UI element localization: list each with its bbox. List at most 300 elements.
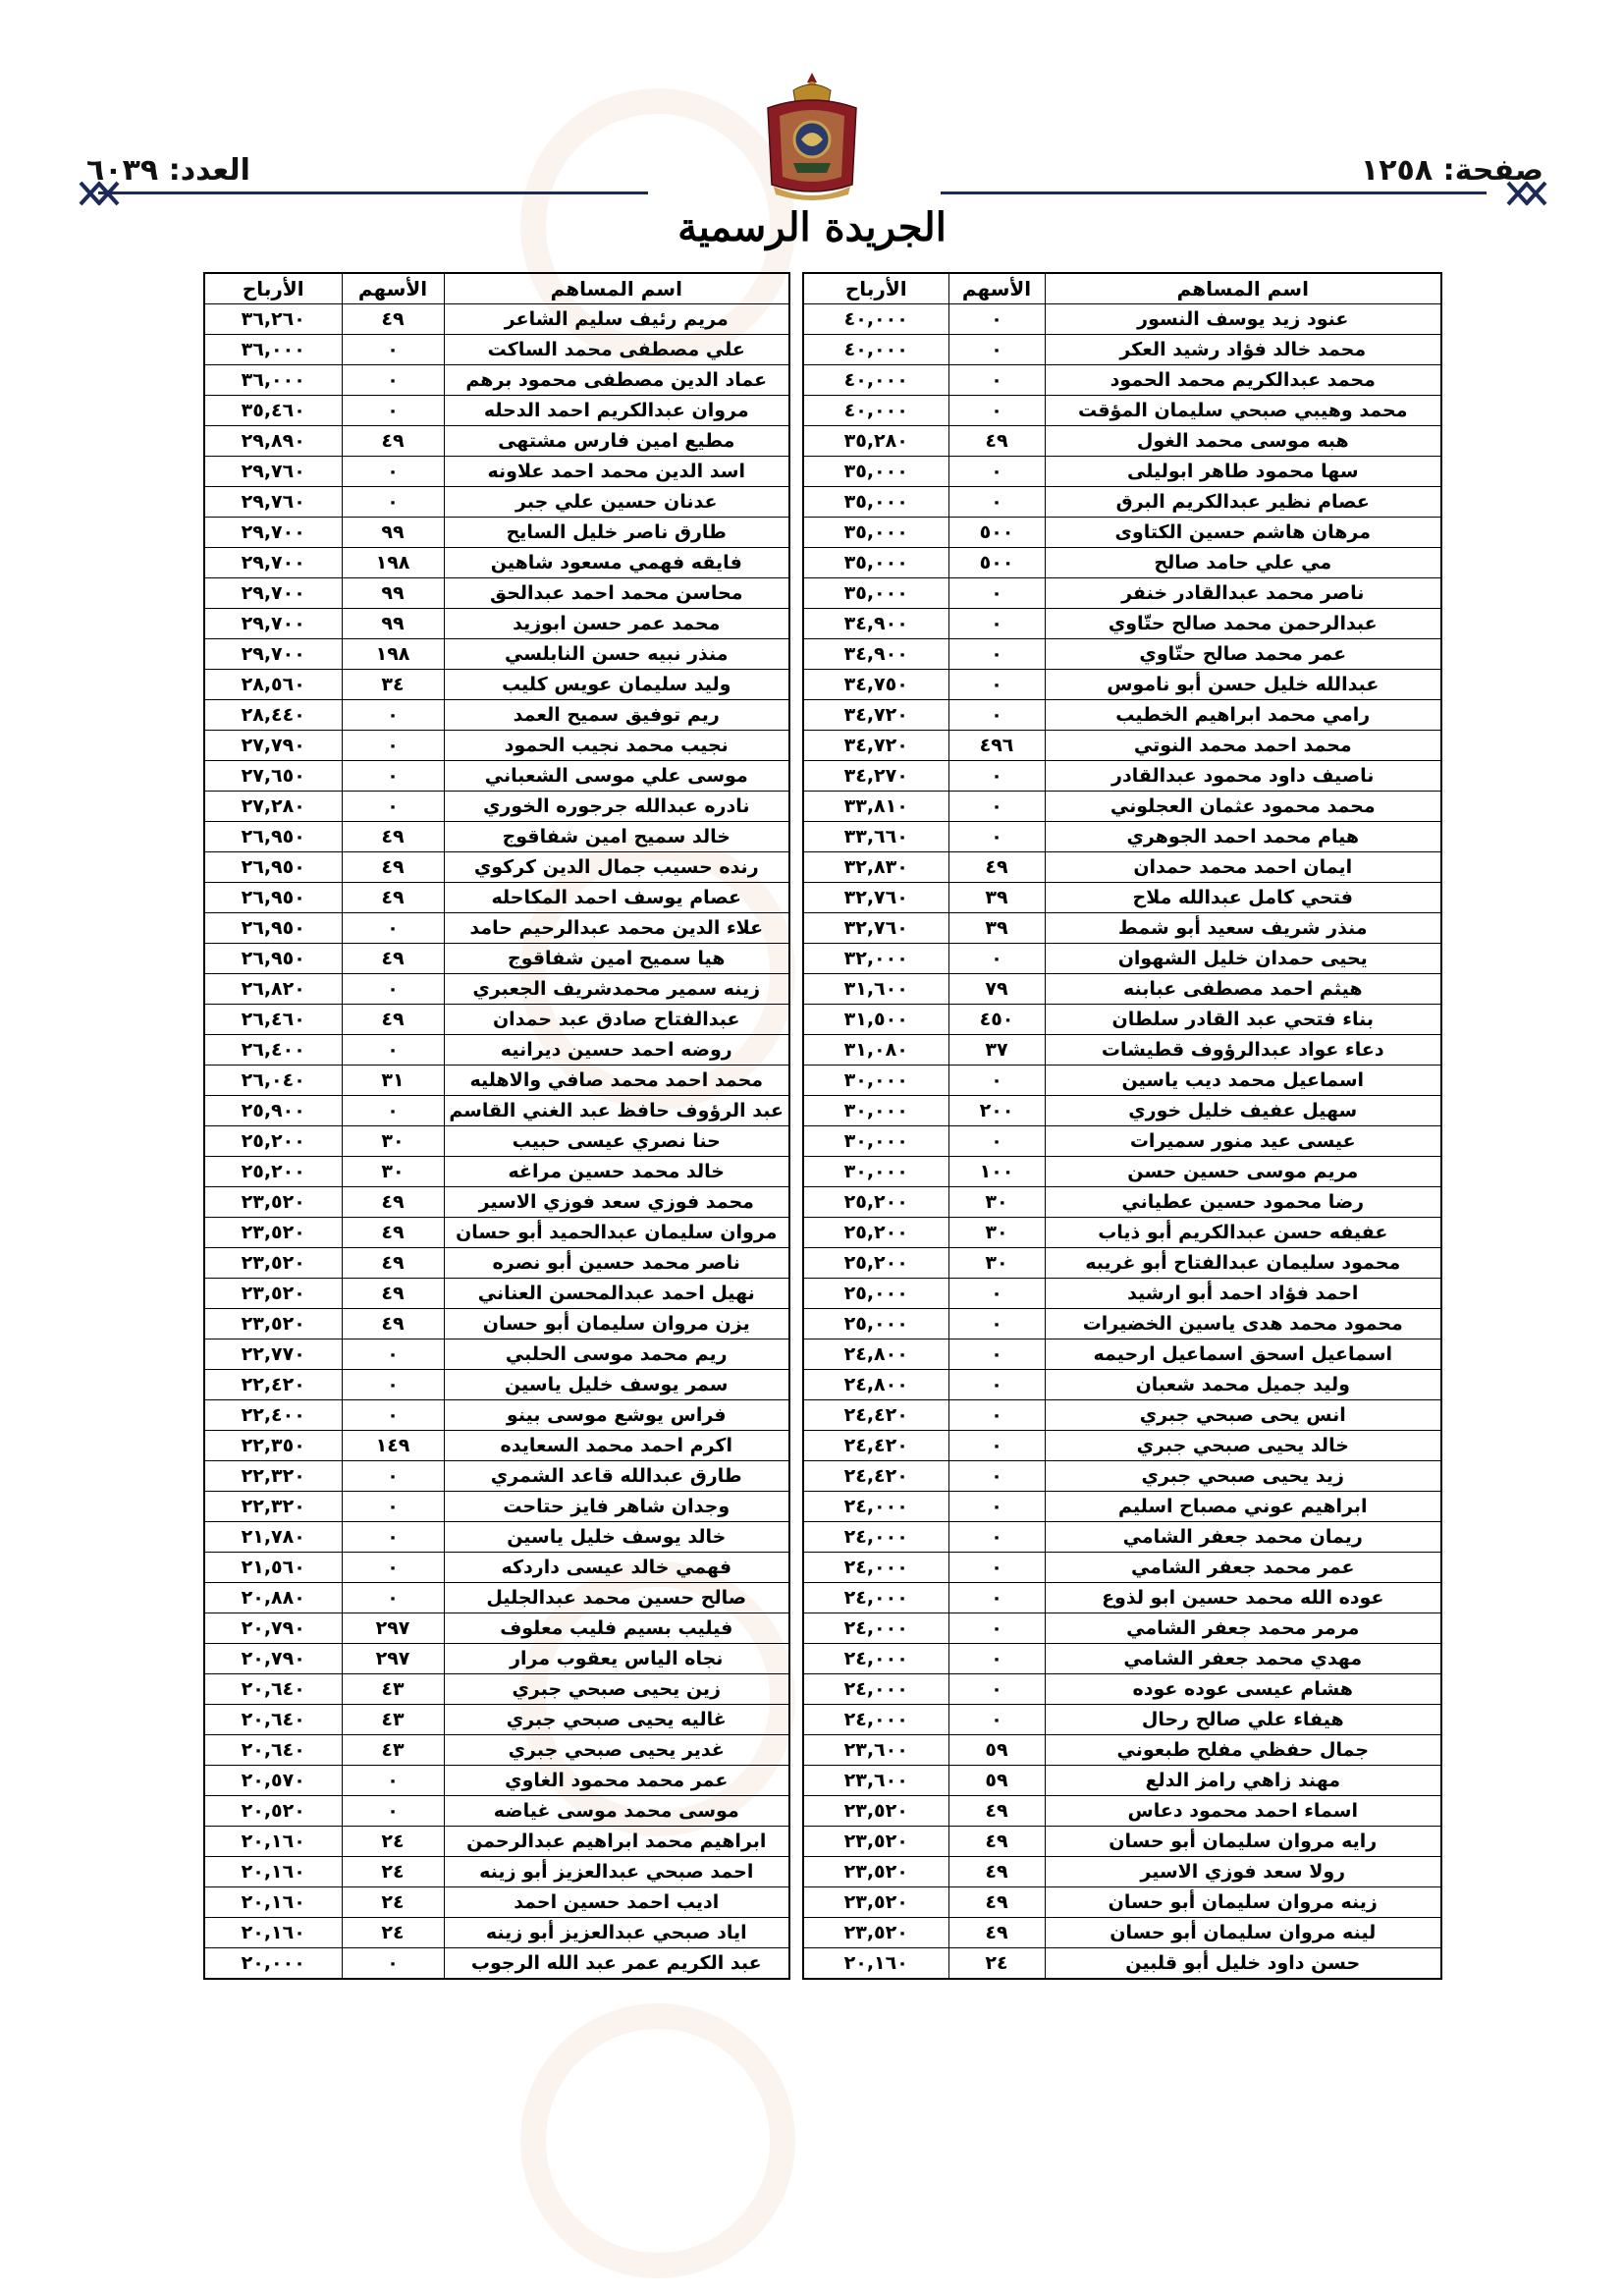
dividends-amount: ٣٥,٠٠٠	[803, 457, 948, 487]
table-row	[204, 1400, 789, 1431]
shareholder-name: مروان سليمان عبدالحميد أبو حسان	[444, 1218, 789, 1248]
table-row	[204, 883, 789, 913]
table-row	[204, 1827, 789, 1857]
shares-count: ٠	[948, 1553, 1045, 1583]
dividends-amount: ٢٦,٩٥٠	[204, 913, 342, 944]
gazette-title: الجريدة الرسمية	[677, 204, 947, 250]
table-row	[204, 1674, 789, 1705]
dividends-amount: ٢٥,٢٠٠	[803, 1187, 948, 1218]
shares-count: ٠	[342, 1096, 444, 1126]
dividends-amount: ٢٧,٧٩٠	[204, 731, 342, 761]
shareholder-name: خالد سميح امين شفاقوج	[444, 822, 789, 852]
table-row	[204, 396, 789, 426]
shares-count: ٠	[948, 304, 1045, 335]
shareholder-name: اديب احمد حسين احمد	[444, 1887, 789, 1918]
shareholder-name: عوده الله محمد حسين ابو لذوع	[1045, 1583, 1441, 1613]
dividends-amount: ٢٠,٦٤٠	[204, 1735, 342, 1766]
shares-count: ٠	[948, 335, 1045, 365]
dividends-amount: ٣٤,٧٥٠	[803, 670, 948, 700]
table-row	[204, 1644, 789, 1674]
shareholder-name: هيام محمد احمد الجوهري	[1045, 822, 1441, 852]
shares-count: ٠	[342, 1766, 444, 1796]
dividends-amount: ٢٣,٥٢٠	[204, 1218, 342, 1248]
table-row	[204, 1279, 789, 1309]
shares-count: ٠	[342, 1461, 444, 1492]
dividends-amount: ٢٨,٤٤٠	[204, 700, 342, 731]
shares-count: ٠	[948, 1126, 1045, 1157]
shares-count: ٣٤	[342, 670, 444, 700]
table-row	[803, 731, 1441, 761]
shareholder-name: محمد فوزي سعد فوزي الاسير	[444, 1187, 789, 1218]
table-row	[204, 1187, 789, 1218]
shareholder-name: مهند زاهي رامز الدلع	[1045, 1766, 1441, 1796]
shares-count: ٠	[948, 1431, 1045, 1461]
table-row	[803, 487, 1441, 518]
table-row	[204, 1492, 789, 1522]
shareholder-name: احمد صبحي عبدالعزيز أبو زينه	[444, 1857, 789, 1887]
table-row	[803, 1948, 1441, 1980]
dividends-amount: ٢٦,٤٠٠	[204, 1035, 342, 1066]
dividends-amount: ٢٣,٦٠٠	[803, 1735, 948, 1766]
shareholder-name: فهمي خالد عيسى داردكه	[444, 1553, 789, 1583]
shareholder-name: ريم توفيق سميح العمد	[444, 700, 789, 731]
shares-count: ٠	[948, 578, 1045, 609]
table-row	[204, 1248, 789, 1279]
dividends-amount: ٢٧,٦٥٠	[204, 761, 342, 792]
shareholder-name: زينه مروان سليمان أبو حسان	[1045, 1887, 1441, 1918]
table-row	[803, 852, 1441, 883]
dividends-amount: ٢٩,٧٦٠	[204, 487, 342, 518]
shareholder-name: نجاه الياس يعقوب مرار	[444, 1644, 789, 1674]
shares-count: ٠	[948, 944, 1045, 974]
shares-count: ٠	[342, 1400, 444, 1431]
table-row	[803, 1705, 1441, 1735]
table-row	[204, 670, 789, 700]
shareholder-name: محمد محمود عثمان العجلوني	[1045, 792, 1441, 822]
shares-count: ٠	[342, 974, 444, 1005]
shareholder-name: رضا محمود حسين عطياني	[1045, 1187, 1441, 1218]
table-row	[204, 1948, 789, 1980]
shares-count: ٠	[948, 609, 1045, 639]
table-row	[803, 1035, 1441, 1066]
column-header-shares: الأسهم	[948, 273, 1045, 304]
dividends-amount: ٣٢,٧٦٠	[803, 883, 948, 913]
table-row	[204, 1218, 789, 1248]
shares-count: ٠	[948, 670, 1045, 700]
table-row	[204, 1522, 789, 1553]
dividends-amount: ٢٠,٨٨٠	[204, 1583, 342, 1613]
dividends-amount: ٢٩,٧٠٠	[204, 518, 342, 548]
shareholder-name: عفيفه حسن عبدالكريم أبو ذياب	[1045, 1218, 1441, 1248]
dividends-amount: ٣٦,٢٦٠	[204, 304, 342, 335]
shares-count: ٠	[948, 1705, 1045, 1735]
table-row	[803, 1766, 1441, 1796]
table-row	[204, 578, 789, 609]
shares-count: ٠	[948, 1492, 1045, 1522]
shareholder-name: طارق عبدالله قاعد الشمري	[444, 1461, 789, 1492]
dividends-amount: ٢٥,٠٠٠	[803, 1279, 948, 1309]
table-row	[204, 974, 789, 1005]
shares-count: ٠	[948, 792, 1045, 822]
shares-count: ٤٩	[342, 1248, 444, 1279]
shares-count: ٠	[342, 1583, 444, 1613]
dividends-amount: ٢٠,١٦٠	[204, 1857, 342, 1887]
table-row	[204, 365, 789, 396]
column-header-shares: الأسهم	[342, 273, 444, 304]
table-row	[803, 1126, 1441, 1157]
table-row	[803, 1522, 1441, 1553]
shares-count: ٠	[342, 365, 444, 396]
header-rule-right	[941, 191, 1487, 194]
table-row	[803, 1553, 1441, 1583]
dividends-amount: ٢٤,٤٢٠	[803, 1400, 948, 1431]
dividends-amount: ٢٠,٥٢٠	[204, 1796, 342, 1827]
shares-count: ٩٩	[342, 609, 444, 639]
dividends-amount: ٣٠,٠٠٠	[803, 1126, 948, 1157]
shares-count: ٣٠	[342, 1157, 444, 1187]
shares-count: ٠	[948, 1613, 1045, 1644]
column-header-name: اسم المساهم	[1045, 273, 1441, 304]
page-number: صفحة: ١٢٥٨	[1360, 153, 1543, 188]
table-row	[204, 1126, 789, 1157]
shares-count: ٠	[342, 761, 444, 792]
shareholder-name: محمد عبدالكريم محمد الحمود	[1045, 365, 1441, 396]
shareholder-name: فيليب بسيم فليب معلوف	[444, 1613, 789, 1644]
table-row	[803, 304, 1441, 335]
shareholder-name: روضه احمد حسين ديرانيه	[444, 1035, 789, 1066]
shareholder-name: غاليه يحيى صبحي جبري	[444, 1705, 789, 1735]
shares-count: ٠	[342, 487, 444, 518]
shareholder-name: محمد وهيبي صبحي سليمان المؤقت	[1045, 396, 1441, 426]
table-row	[204, 1705, 789, 1735]
royal-emblem-icon	[754, 69, 870, 206]
shareholder-name: عيسى عيد منور سميرات	[1045, 1126, 1441, 1157]
shareholder-name: عبد الرؤوف حافظ عبد الغني القاسم	[444, 1096, 789, 1126]
dividends-amount: ٣١,٥٠٠	[803, 1005, 948, 1035]
shareholder-name: مريم رئيف سليم الشاعر	[444, 304, 789, 335]
shares-count: ٤٩٦	[948, 731, 1045, 761]
dividends-amount: ٢٥,٠٠٠	[803, 1309, 948, 1339]
dividends-amount: ٢٣,٥٢٠	[204, 1309, 342, 1339]
shares-count: ٥٩	[948, 1766, 1045, 1796]
shares-count: ٠	[342, 1948, 444, 1980]
shareholder-name: محمد عمر حسن ابوزيد	[444, 609, 789, 639]
table-row	[803, 1583, 1441, 1613]
table-row	[803, 1613, 1441, 1644]
table-row	[803, 1096, 1441, 1126]
shares-count: ٢٤	[342, 1887, 444, 1918]
dividends-amount: ٢٠,١٦٠	[204, 1918, 342, 1948]
table-row	[803, 1857, 1441, 1887]
dividends-amount: ٢٤,٨٠٠	[803, 1370, 948, 1400]
dividends-amount: ٢٢,٧٧٠	[204, 1339, 342, 1370]
shareholder-name: ابراهيم محمد ابراهيم عبدالرحمن	[444, 1827, 789, 1857]
table-row	[204, 700, 789, 731]
table-row	[803, 700, 1441, 731]
dividends-amount: ٣٥,٠٠٠	[803, 578, 948, 609]
shares-count: ٤٩	[342, 1309, 444, 1339]
table-row	[803, 761, 1441, 792]
shares-count: ٠	[948, 487, 1045, 518]
shares-count: ٠	[342, 700, 444, 731]
dividends-amount: ٢٤,٠٠٠	[803, 1705, 948, 1735]
dividends-amount: ٣٢,٧٦٠	[803, 913, 948, 944]
shareholder-name: عنود زيد يوسف النسور	[1045, 304, 1441, 335]
shares-count: ٤٩	[948, 1918, 1045, 1948]
table-row	[803, 335, 1441, 365]
table-row	[204, 1766, 789, 1796]
dividends-amount: ٢٣,٥٢٠	[204, 1187, 342, 1218]
shares-count: ٢٤	[342, 1827, 444, 1857]
dividends-amount: ٣٤,٩٠٠	[803, 609, 948, 639]
table-row	[803, 1644, 1441, 1674]
dividends-amount: ٢٠,٧٩٠	[204, 1644, 342, 1674]
dividends-amount: ٢٨,٥٦٠	[204, 670, 342, 700]
table-row	[803, 792, 1441, 822]
shareholder-name: خالد محمد حسين مراغه	[444, 1157, 789, 1187]
shareholder-name: انس يحى صبحي جبري	[1045, 1400, 1441, 1431]
shares-count: ٣٧	[948, 1035, 1045, 1066]
dividends-amount: ٣٠,٠٠٠	[803, 1066, 948, 1096]
shares-count: ٣٩	[948, 883, 1045, 913]
dividends-amount: ٢٣,٥٢٠	[204, 1248, 342, 1279]
dividends-amount: ٢٤,٨٠٠	[803, 1339, 948, 1370]
shareholder-name: عماد الدين مصطفى محمود برهم	[444, 365, 789, 396]
shares-count: ٠	[342, 1370, 444, 1400]
table-row	[803, 1492, 1441, 1522]
table-row	[204, 1553, 789, 1583]
dividends-amount: ٣٥,٠٠٠	[803, 487, 948, 518]
shareholder-name: عبدالرحمن محمد صالح حتّاوي	[1045, 609, 1441, 639]
dividends-amount: ٣٠,٠٠٠	[803, 1157, 948, 1187]
table-row	[204, 1096, 789, 1126]
shareholder-name: محمود سليمان عبدالفتاح أبو غريبه	[1045, 1248, 1441, 1279]
shareholder-name: محاسن محمد احمد عبدالحق	[444, 578, 789, 609]
table-row	[204, 792, 789, 822]
shares-count: ٤٩	[948, 1857, 1045, 1887]
shares-count: ٠	[948, 1583, 1045, 1613]
table-row	[803, 1461, 1441, 1492]
shares-count: ٤٩	[948, 852, 1045, 883]
shares-count: ٤٣	[342, 1735, 444, 1766]
shareholder-name: عبدالله خليل حسن أبو ناموس	[1045, 670, 1441, 700]
dividends-amount: ٣٤,٢٧٠	[803, 761, 948, 792]
dividends-amount: ٢٠,٥٧٠	[204, 1766, 342, 1796]
shareholder-name: جمال حفظي مفلح طبعوني	[1045, 1735, 1441, 1766]
shares-count: ٢٠٠	[948, 1096, 1045, 1126]
table-row	[803, 1674, 1441, 1705]
shares-count: ٩٩	[342, 518, 444, 548]
shareholder-name: مرمر محمد جعفر الشامي	[1045, 1613, 1441, 1644]
dividends-amount: ٢٦,٩٥٠	[204, 852, 342, 883]
table-row	[204, 1431, 789, 1461]
shareholder-name: محمود محمد هدى ياسين الخضيرات	[1045, 1309, 1441, 1339]
table-row	[803, 548, 1441, 578]
shares-count: ٣٠	[948, 1248, 1045, 1279]
table-row	[204, 1918, 789, 1948]
shares-count: ٥٩	[948, 1735, 1045, 1766]
shares-count: ٠	[948, 1339, 1045, 1370]
table-row	[803, 1827, 1441, 1857]
shareholder-name: علي مصطفى محمد الساكت	[444, 335, 789, 365]
table-row	[204, 1857, 789, 1887]
shares-count: ٤٩	[342, 1218, 444, 1248]
dividends-amount: ٣٣,٦٦٠	[803, 822, 948, 852]
shareholders-table-right	[802, 272, 1442, 1980]
dividends-amount: ٢٤,٠٠٠	[803, 1583, 948, 1613]
table-row	[803, 1370, 1441, 1400]
shareholder-name: علاء الدين محمد عبدالرحيم حامد	[444, 913, 789, 944]
dividends-amount: ٤٠,٠٠٠	[803, 365, 948, 396]
dividends-amount: ٣٤,٩٠٠	[803, 639, 948, 670]
dividends-amount: ٣٥,٢٨٠	[803, 426, 948, 457]
table-row	[803, 822, 1441, 852]
dividends-amount: ٣٣,٨١٠	[803, 792, 948, 822]
shareholder-name: نادره عبدالله جرجوره الخوري	[444, 792, 789, 822]
dividends-amount: ٢٦,٩٥٠	[204, 883, 342, 913]
table-row	[204, 913, 789, 944]
shares-count: ٩٩	[342, 578, 444, 609]
table-row	[803, 396, 1441, 426]
shares-count: ٤٩	[342, 304, 444, 335]
dividends-amount: ٢٠,٦٤٠	[204, 1674, 342, 1705]
dividends-amount: ٤٠,٠٠٠	[803, 396, 948, 426]
table-row	[204, 1461, 789, 1492]
dividends-amount: ٢٣,٥٢٠	[803, 1887, 948, 1918]
dividends-amount: ٢٩,٧٦٠	[204, 457, 342, 487]
shares-count: ٠	[948, 396, 1045, 426]
shareholder-name: زينه سمير محمدشريف الجعبري	[444, 974, 789, 1005]
table-row	[204, 426, 789, 457]
table-row	[204, 1309, 789, 1339]
shareholder-name: اسماء احمد محمود دعاس	[1045, 1796, 1441, 1827]
table-row	[803, 1279, 1441, 1309]
shareholder-name: بناء فتحي عبد القادر سلطان	[1045, 1005, 1441, 1035]
shareholder-name: ابراهيم عوني مصباح اسليم	[1045, 1492, 1441, 1522]
dividends-amount: ٢٦,٩٥٠	[204, 822, 342, 852]
dividends-amount: ٢٥,٢٠٠	[204, 1157, 342, 1187]
dividends-amount: ٢٠,١٦٠	[803, 1948, 948, 1980]
table-row	[803, 974, 1441, 1005]
shares-count: ٢٩٧	[342, 1613, 444, 1644]
shareholder-name: هيا سميح امين شفاقوج	[444, 944, 789, 974]
table-row	[803, 426, 1441, 457]
dividends-amount: ٢٩,٧٠٠	[204, 548, 342, 578]
shareholder-name: حنا نصري عيسى حبيب	[444, 1126, 789, 1157]
shares-count: ٤٩	[948, 426, 1045, 457]
shares-count: ٠	[342, 457, 444, 487]
table-row	[204, 1066, 789, 1096]
table-row	[204, 1157, 789, 1187]
dividends-amount: ٣٤,٧٢٠	[803, 731, 948, 761]
shareholder-name: هبه موسى محمد الغول	[1045, 426, 1441, 457]
dividends-amount: ٢٦,٤٦٠	[204, 1005, 342, 1035]
table-row	[803, 1918, 1441, 1948]
shareholder-name: مريم موسى حسين حسن	[1045, 1157, 1441, 1187]
shares-count: ٤٩	[342, 822, 444, 852]
table-row	[803, 518, 1441, 548]
shareholder-name: مرهان هاشم حسين الكتاوى	[1045, 518, 1441, 548]
table-row	[803, 457, 1441, 487]
dividends-amount: ٢٤,٠٠٠	[803, 1613, 948, 1644]
table-row	[204, 1796, 789, 1827]
table-row	[204, 1887, 789, 1918]
dividends-amount: ٢٣,٥٢٠	[803, 1857, 948, 1887]
shareholders-tables	[203, 272, 1440, 2118]
shareholder-name: ناصر محمد عبدالقادر خنفر	[1045, 578, 1441, 609]
shareholder-name: سمر يوسف خليل ياسين	[444, 1370, 789, 1400]
dividends-amount: ٢٢,٣٥٠	[204, 1431, 342, 1461]
shares-count: ٠	[948, 1370, 1045, 1400]
shares-count: ٠	[948, 761, 1045, 792]
shares-count: ١٠٠	[948, 1157, 1045, 1187]
shares-count: ٠	[948, 1279, 1045, 1309]
shareholder-name: عمر محمد محمود الغاوي	[444, 1766, 789, 1796]
shareholder-name: رنده حسيب جمال الدين كركوي	[444, 852, 789, 883]
shareholder-name: زيد يحيى صبحي جبري	[1045, 1461, 1441, 1492]
shares-count: ٠	[342, 731, 444, 761]
dividends-amount: ٢٢,٣٢٠	[204, 1461, 342, 1492]
shareholder-name: اسد الدين محمد احمد علاونه	[444, 457, 789, 487]
shares-count: ٤٩	[342, 1187, 444, 1218]
table-row	[204, 1339, 789, 1370]
shareholder-name: اكرم احمد محمد السعايده	[444, 1431, 789, 1461]
table-row	[803, 883, 1441, 913]
dividends-amount: ٣١,٦٠٠	[803, 974, 948, 1005]
shareholder-name: مطيع امين فارس مشتهى	[444, 426, 789, 457]
shareholder-name: سهيل عفيف خليل خوري	[1045, 1096, 1441, 1126]
dividends-amount: ٢٤,٤٢٠	[803, 1431, 948, 1461]
shareholder-name: اياد صبحي عبدالعزيز أبو زينه	[444, 1918, 789, 1948]
shareholder-name: غدير يحيى صبحي جبري	[444, 1735, 789, 1766]
shareholder-name: منذر نبيه حسن النابلسي	[444, 639, 789, 670]
shareholder-name: رولا سعد فوزي الاسير	[1045, 1857, 1441, 1887]
table-row	[803, 1887, 1441, 1918]
shareholder-name: وليد جميل محمد شعبان	[1045, 1370, 1441, 1400]
shareholder-name: يحيى حمدان خليل الشهوان	[1045, 944, 1441, 974]
dividends-amount: ٢٠,١٦٠	[204, 1827, 342, 1857]
shareholder-name: محمد خالد فؤاد رشيد العكر	[1045, 335, 1441, 365]
table-row	[803, 1431, 1441, 1461]
dividends-amount: ٢٣,٦٠٠	[803, 1766, 948, 1796]
dividends-amount: ٢٤,٠٠٠	[803, 1553, 948, 1583]
table-row	[204, 822, 789, 852]
shares-count: ٢٤	[948, 1948, 1045, 1980]
shareholder-name: طارق ناصر خليل السايح	[444, 518, 789, 548]
shares-count: ٥٠٠	[948, 548, 1045, 578]
shareholder-name: ريم محمد موسى الحلبي	[444, 1339, 789, 1370]
table-row	[204, 1735, 789, 1766]
dividends-amount: ٢٦,٠٤٠	[204, 1066, 342, 1096]
shares-count: ٢٤	[342, 1918, 444, 1948]
shares-count: ٠	[342, 396, 444, 426]
shareholder-name: حسن داود خليل أبو قلبين	[1045, 1948, 1441, 1980]
table-row	[803, 944, 1441, 974]
dividends-amount: ٢٥,٢٠٠	[204, 1126, 342, 1157]
page-header	[0, 0, 1624, 260]
shareholder-name: احمد فؤاد احمد أبو ارشيد	[1045, 1279, 1441, 1309]
shares-count: ٠	[948, 700, 1045, 731]
table-row	[803, 639, 1441, 670]
shareholder-name: محمد احمد محمد النوتي	[1045, 731, 1441, 761]
table-row	[204, 1583, 789, 1613]
table-row	[803, 913, 1441, 944]
dividends-amount: ٢٩,٧٠٠	[204, 639, 342, 670]
shareholder-name: عمر محمد صالح حتّاوي	[1045, 639, 1441, 670]
dividends-amount: ٢٣,٥٢٠	[803, 1796, 948, 1827]
table-row	[803, 1218, 1441, 1248]
dividends-amount: ٢٤,٤٢٠	[803, 1461, 948, 1492]
